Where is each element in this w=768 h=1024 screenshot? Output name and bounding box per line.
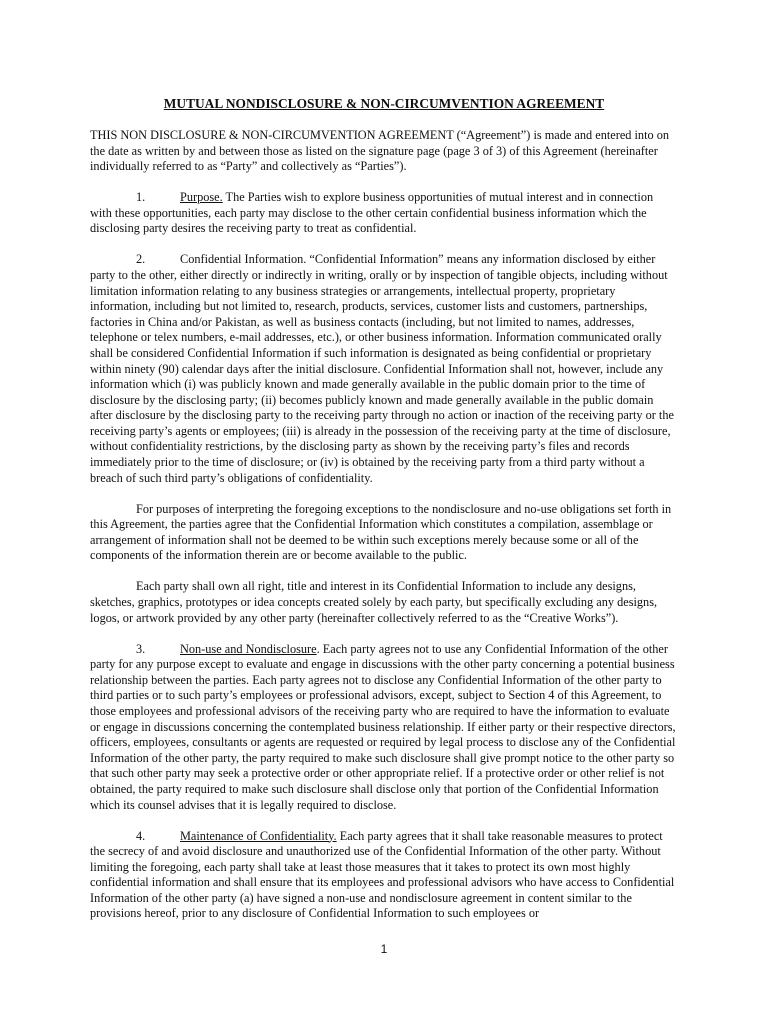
intro-paragraph: THIS NON DISCLOSURE & NON-CIRCUMVENTION AGREEMENT (“Agreement”) is made and entered into on the date as written by and between those as listed on the signature page (page 3 of 3) of this Agreement (hereinafter individually referred to as “Party” and collectively as “Parties”). (90, 128, 670, 174)
exceptions-paragraph: For purposes of interpreting the foregoing exceptions to the nondisclosure and no-use obligations set forth in this Agreement, the parties agree that the Confidential Information which constitutes a compilation, assemblage or arrangement of information shall not be deemed to be within such exceptions merely because some or all of the components of the information therein are or become available to the public. (90, 501, 672, 563)
section-3-body: . Each party agrees not to use any Confidential Information of the other party for any purpose except to evaluate and engage in discussions with the other party concerning a potential business relationship between the parties. Each party agrees not to disclose any Confidential Information of the other party to third parties or to such party’s employees or professional advisors, except, subject to Section 4 of this Agreement, to those employees and professional advisors of the receiving party who are required to have the information to evaluate or engage in discussions concerning the contemplated business relationship. If either party or their respective directors, officers, employees, consultants or agents are requested or required by legal process to disclose any of the Confidential Information of the other party, the party required to make such disclosure shall give prompt notice to the other party so that such other party may seek a protective order or other appropriate relief. If a protective order or other relief is not obtained, the party required to make such disclosure shall disclose only that portion of the Confidential Information which its counsel advises that it is legally required to disclose. (90, 641, 676, 812)
section-3-number: 3. (136, 641, 146, 656)
ownership-paragraph: Each party shall own all right, title and interest in its Confidential Information to include any designs, sketches, graphics, prototypes or idea concepts created solely by each party, but specifically excluding any designs, logos, or artwork provided by any other party (hereinafter collectively referred to as the “Creative Works”). (90, 579, 658, 625)
section-3-paragraph (90, 642, 678, 814)
section-2-number: 2. (136, 252, 146, 267)
page-number: 1 (380, 942, 388, 956)
section-3-heading: Non-use and Nondisclosure (180, 641, 317, 656)
document-page (90, 96, 678, 937)
section-1-number: 1. (136, 190, 146, 205)
section-4-number: 4. (136, 828, 146, 843)
document-title: MUTUAL NONDISCLOSURE & NON-CIRCUMVENTION AGREEMENT (163, 96, 605, 111)
section-4-paragraph (90, 829, 678, 923)
section-1-paragraph (90, 190, 678, 237)
section-2-body: “Confidential Information” means any information disclosed by either party to the other, either directly or indirectly in writing, orally or by inspection of tangible objects, including without limitation information relating to any business strategies or arrangements, intellectual property, proprietary information, including but not limited to, research, products, services, customer lists and customers, partnerships, factories in China and/or Pakistan, as well as business contacts (including, but not limited to names, addresses, telephone or telex numbers, e-mail addresses, etc.), or other business information. Information communicated orally shall be considered Confidential Information if such information is designated as being confidential or proprietary within ninety (90) calendar days after the initial disclosure. Confidential Information shall not, however, include any information which (i) was publicly known and made generally available in the public domain prior to the time of disclosure by the disclosing party; (ii) becomes publicly known and made generally available in the public domain after disclosure by the disclosing party to the receiving party through no action or inaction of the receiving party or the receiving party’s agents or employees; (iii) is already in the possession of the receiving party at the time of disclosure, without confidentiality restrictions, by the disclosing party as shown by the receiving party’s files and records immediately prior to the time of disclosure; or (iv) is obtained by the receiving party from a third party without a breach of such third party’s obligations of confidentiality. (90, 252, 674, 485)
section-4-heading: Maintenance of Confidentiality. (180, 828, 337, 843)
section-2-heading: Confidential Information. (180, 252, 307, 267)
section-2-paragraph (90, 252, 678, 486)
section-1-heading: Purpose. (180, 190, 223, 205)
section-1-body: The Parties wish to explore business opportunities of mutual interest and in connection with these opportunities, each party may disclose to the other certain confidential business information which the disclosing party desires the receiving party to treat as confidential. (90, 190, 654, 236)
section-4-body: Each party agrees that it shall take reasonable measures to protect the secrecy of and avoid disclosure and unauthorized use of the Confidential Information of the other party. Without limiting the foregoing, each party shall take at least those measures that it takes to protect its own most highly confidential information and shall ensure that its employees and professional advisors who have access to Confidential Information of the other party (a) have signed a non-use and nondisclosure agreement in content similar to the provisions hereof, prior to any disclosure of Confidential Information to such employees or (90, 828, 675, 921)
